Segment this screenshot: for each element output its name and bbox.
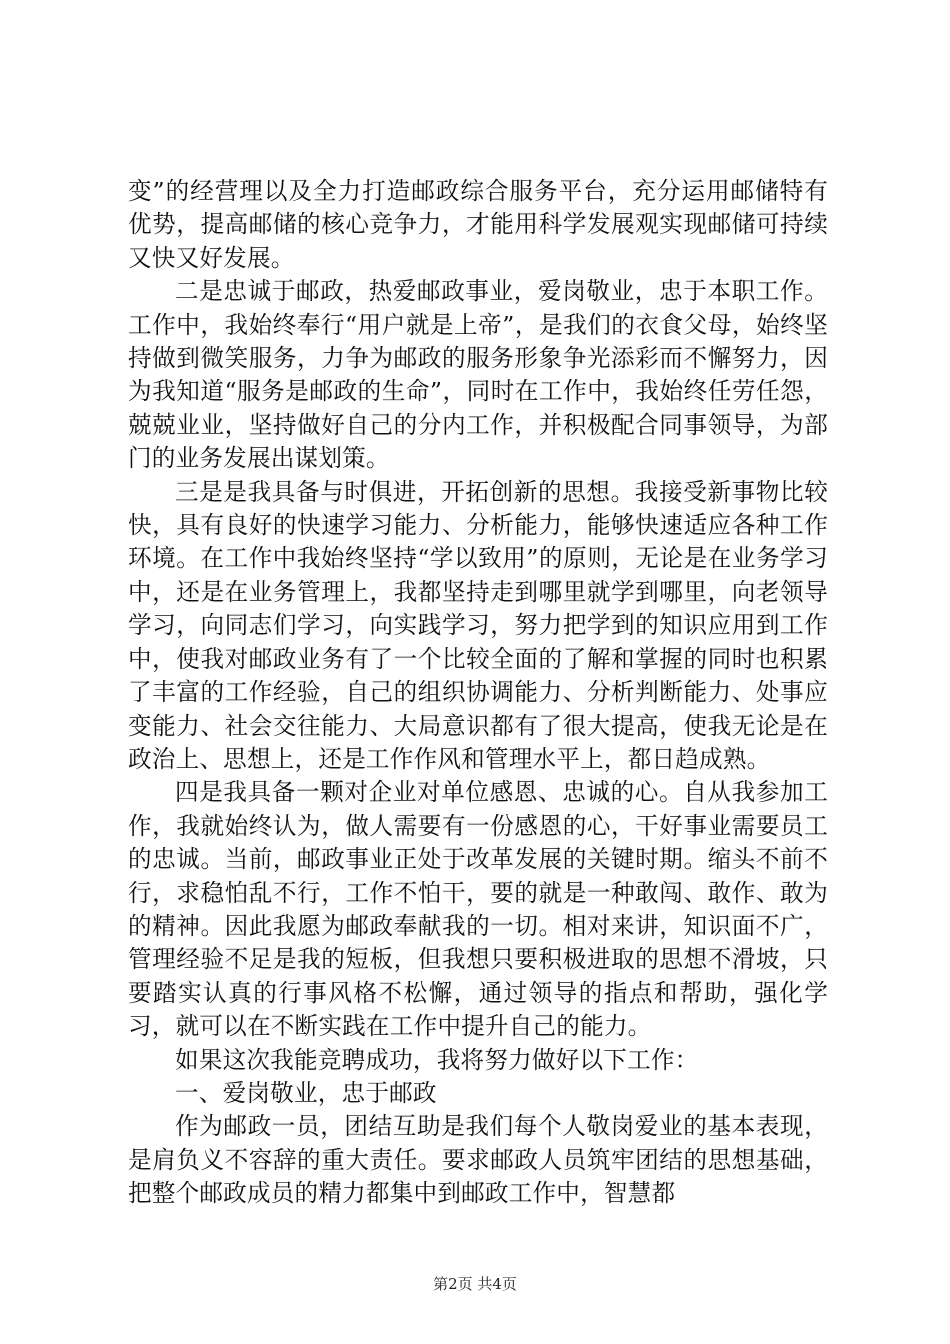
document-body bbox=[128, 175, 828, 1211]
paragraph: 变”的经营理以及全力打造邮政综合服务平台，充分运用邮储特有优势，提高邮储的核心竞争力，才能用科学发展观实现邮储可持续又快又好发展。 bbox=[128, 177, 828, 272]
paragraph: 作为邮政一员，团结互助是我们每个人敬岗爱业的基本表现，是肩负义不容辞的重大责任。要求邮政人员筑牢团结的思想基础，把整个邮政成员的精力都集中到邮政工作中，智慧都 bbox=[128, 1112, 828, 1208]
paragraph: 四是我具备一颗对企业对单位感恩、忠诚的心。自从我参加工作，我就始终认为，做人需要有一份感恩的心，干好事业需要员工的忠诚。当前，邮政事业正处于改革发展的关键时期。缩头不前不行，求稳怕乱不行，工作不怕干，要的就是一种敢闯、敢作、敢为的精神。因此我愿为邮政奉献我的一切。相对来讲，知识面不广，管理经验不足是我的短板，但我想只要积极进取的思想不滑坡，只要踏实认真的行事风格不松懈，通过领导的指点和帮助，强化学习，就可以在不断实践在工作中提升自己的能力。 bbox=[128, 778, 828, 1041]
paragraph: 如果这次我能竞聘成功，我将努力做好以下工作： bbox=[175, 1045, 699, 1074]
paragraph: 二是忠诚于邮政，热爱邮政事业，爱岗敬业，忠于本职工作。工作中，我始终奉行“用户就是上帝”，是我们的衣食父母，始终坚持做到微笑服务，力争为邮政的服务形象争光添彩而不懈努力，因为我知道“服务是邮政的生命”，同时在工作中，我始终任劳任怨，兢兢业业，坚持做好自己的分内工作，并积极配合同事领导，为部门的业务发展出谋划策。 bbox=[128, 277, 828, 473]
section-heading: 一、爱岗敬业，忠于邮政 bbox=[175, 1078, 437, 1107]
paragraph: 三是是我具备与时俱进，开拓创新的思想。我接受新事物比较快，具有良好的快速学习能力、分析能力，能够快速适应各种工作环境。在工作中我始终坚持“学以致用”的原则，无论是在业务学习中，还是在业务管理上，我都坚持走到哪里就学到哪里，向老领导学习，向同志们学习，向实践学习，努力把学到的知识应用到工作中，使我对邮政业务有了一个比较全面的了解和掌握的同时也积累了丰富的工作经验，自己的组织协调能力、分析判断能力、处事应变能力、社会交往能力、大局意识都有了很大提高，使我无论是在政治上、思想上，还是工作作风和管理水平上，都日趋成熟。 bbox=[128, 477, 828, 773]
page-number-footer: 第2页 共4页 bbox=[433, 1275, 517, 1293]
